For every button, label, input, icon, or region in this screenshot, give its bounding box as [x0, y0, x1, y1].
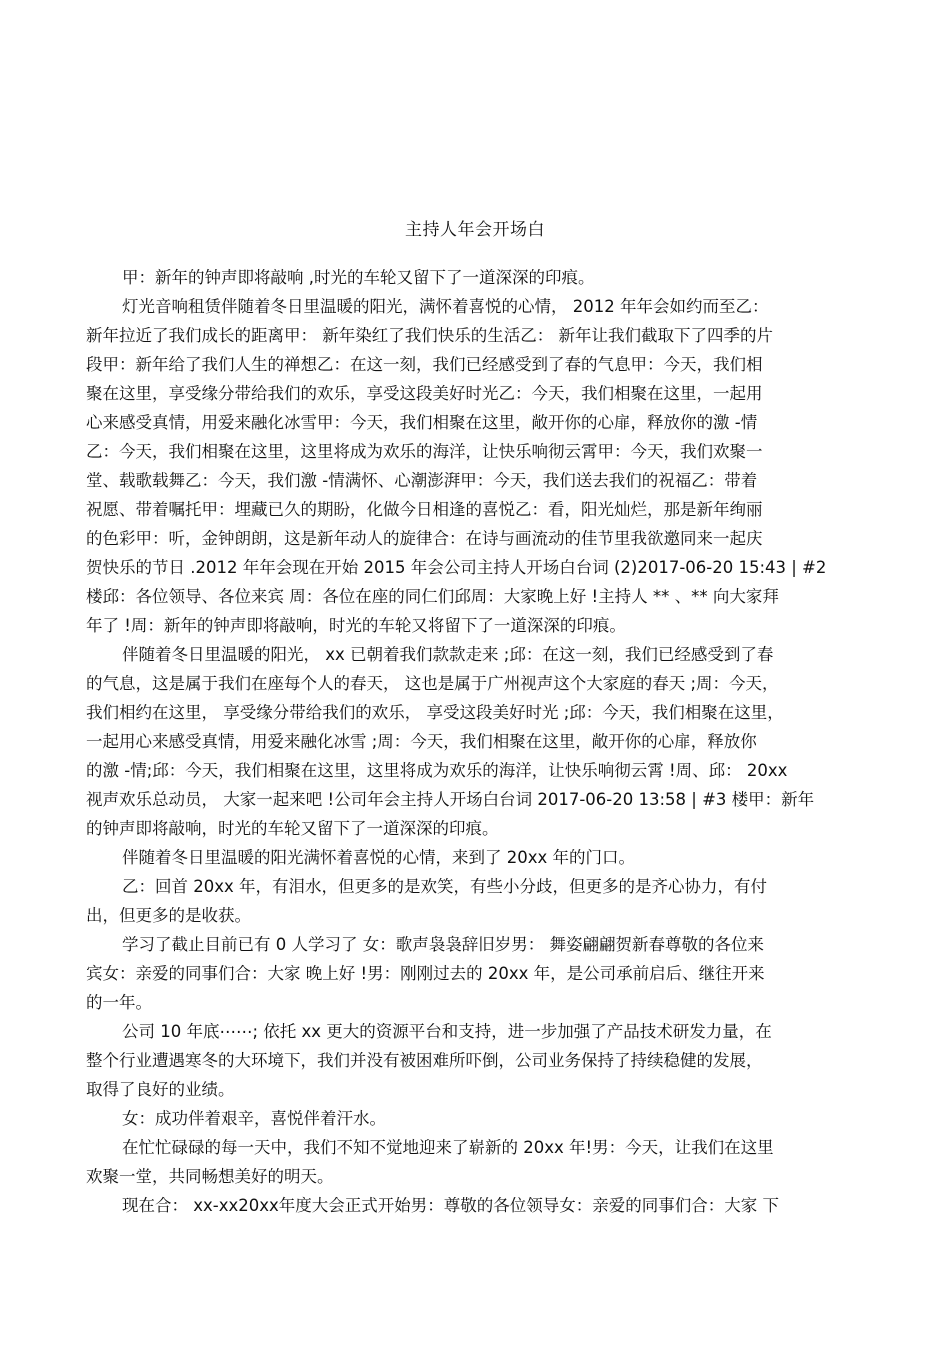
- text-line: 出，但更多的是收获。: [86, 906, 251, 925]
- text-line: 的钟声即将敲响，时光的车轮又留下了一道深深的印痕。: [86, 819, 499, 838]
- text-line: 的一年。: [86, 993, 152, 1012]
- document-body: [86, 263, 876, 1220]
- text-line: 灯光音响租赁伴随着冬日里温暖的阳光，满怀着喜悦的心情， 2012 年年会如约而至乙：: [122, 297, 769, 316]
- text-line: 在忙忙碌碌的每一天中，我们不知不觉地迎来了崭新的 20xx 年!男：今天，让我们在这里: [122, 1138, 774, 1157]
- text-line: 现在合： xx-xx20xx年度大会正式开始男：尊敬的各位领导女：亲爱的同事们合：大家 下: [122, 1196, 780, 1215]
- text-line: 女：成功伴着艰辛，喜悦伴着汗水。: [122, 1109, 386, 1128]
- text-line: 段甲：新年给了我们人生的禅想乙：在这一刻，我们已经感受到了春的气息甲：今天，我们相: [86, 355, 763, 374]
- text-line: 新年拉近了我们成长的距离甲： 新年染红了我们快乐的生活乙： 新年让我们截取下了四季的片: [86, 326, 773, 345]
- text-line: 宾女：亲爱的同事们合：大家 晚上好 !男：刚刚过去的 20xx 年，是公司承前启后、继往开来: [86, 964, 765, 983]
- text-line: 伴随着冬日里温暖的阳光， xx 已朝着我们款款走来 ;邱：在这一刻，我们已经感受到了春: [122, 645, 774, 664]
- text-line: 取得了良好的业绩。: [86, 1080, 235, 1099]
- text-line: 的激 -情;邱：今天，我们相聚在这里，这里将成为欢乐的海洋，让快乐响彻云霄 !周、邱： 20xx: [86, 761, 788, 780]
- text-line: 贺快乐的节日 .2012 年年会现在开始 2015 年会公司主持人开场白台词 (2)2017-06-20 15:43 | #2: [86, 558, 827, 577]
- document-title: 主持人年会开场白: [405, 220, 545, 240]
- text-line: 视声欢乐总动员， 大家一起来吧 !公司年会主持人开场白台词 2017-06-20 13:58 | #3 楼甲：新年: [86, 790, 815, 809]
- text-line: 欢聚一堂，共同畅想美好的明天。: [86, 1167, 334, 1186]
- text-line: 乙：回首 20xx 年，有泪水，但更多的是欢笑，有些小分歧，但更多的是齐心协力，有付: [122, 877, 768, 896]
- text-line: 一起用心来感受真情，用爱来融化冰雪 ;周：今天，我们相聚在这里，敞开你的心扉，释放你: [86, 732, 757, 751]
- text-line: 我们相约在这里， 享受缘分带给我们的欢乐， 享受这段美好时光 ;邱：今天，我们相聚在这里，: [86, 703, 784, 722]
- text-line: 堂、载歌载舞乙：今天，我们激 -情满怀、心潮澎湃甲：今天，我们送去我们的祝福乙：带着: [86, 471, 758, 490]
- text-line: 祝愿、带着嘱托甲：埋藏已久的期盼，化做今日相逢的喜悦乙：看，阳光灿烂，那是新年绚丽: [86, 500, 763, 519]
- text-line: 年了 !周：新年的钟声即将敲响，时光的车轮又将留下了一道深深的印痕。: [86, 616, 626, 635]
- text-line: 的气息，这是属于我们在座每个人的春天， 这也是属于广州视声这个大家庭的春天 ;周：今天，: [86, 674, 779, 693]
- text-line: 楼邱：各位领导、各位来宾 周：各位在座的同仁们邱周：大家晚上好 !主持人 ** 、** 向大家拜: [86, 587, 779, 606]
- text-line: 的色彩甲：听，金钟朗朗，这是新年动人的旋律合：在诗与画流动的佳节里我欲邀同来一起庆: [86, 529, 763, 548]
- text-line: 乙：今天，我们相聚在这里，这里将成为欢乐的海洋，让快乐响彻云霄甲：今天，我们欢聚一: [86, 442, 763, 461]
- text-line: 甲：新年的钟声即将敲响 ,时光的车轮又留下了一道深深的印痕。: [122, 268, 595, 287]
- text-line: 聚在这里，享受缘分带给我们的欢乐，享受这段美好时光乙：今天，我们相聚在这里，一起用: [86, 384, 763, 403]
- text-line: 整个行业遭遇寒冬的大环境下，我们并没有被困难所吓倒，公司业务保持了持续稳健的发展，: [86, 1051, 763, 1070]
- text-line: 心来感受真情，用爱来融化冰雪甲：今天，我们相聚在这里，敞开你的心扉，释放你的激 -情: [86, 413, 758, 432]
- text-line: 学习了截止目前已有 0 人学习了 女：歌声袅袅辞旧岁男： 舞姿翩翩贺新春尊敬的各位来: [122, 935, 764, 954]
- text-line: 公司 10 年底⋯⋯; 依托 xx 更大的资源平台和支持，进一步加强了产品技术研发力量，在: [122, 1022, 772, 1041]
- text-line: 伴随着冬日里温暖的阳光满怀着喜悦的心情，来到了 20xx 年的门口。: [122, 848, 636, 867]
